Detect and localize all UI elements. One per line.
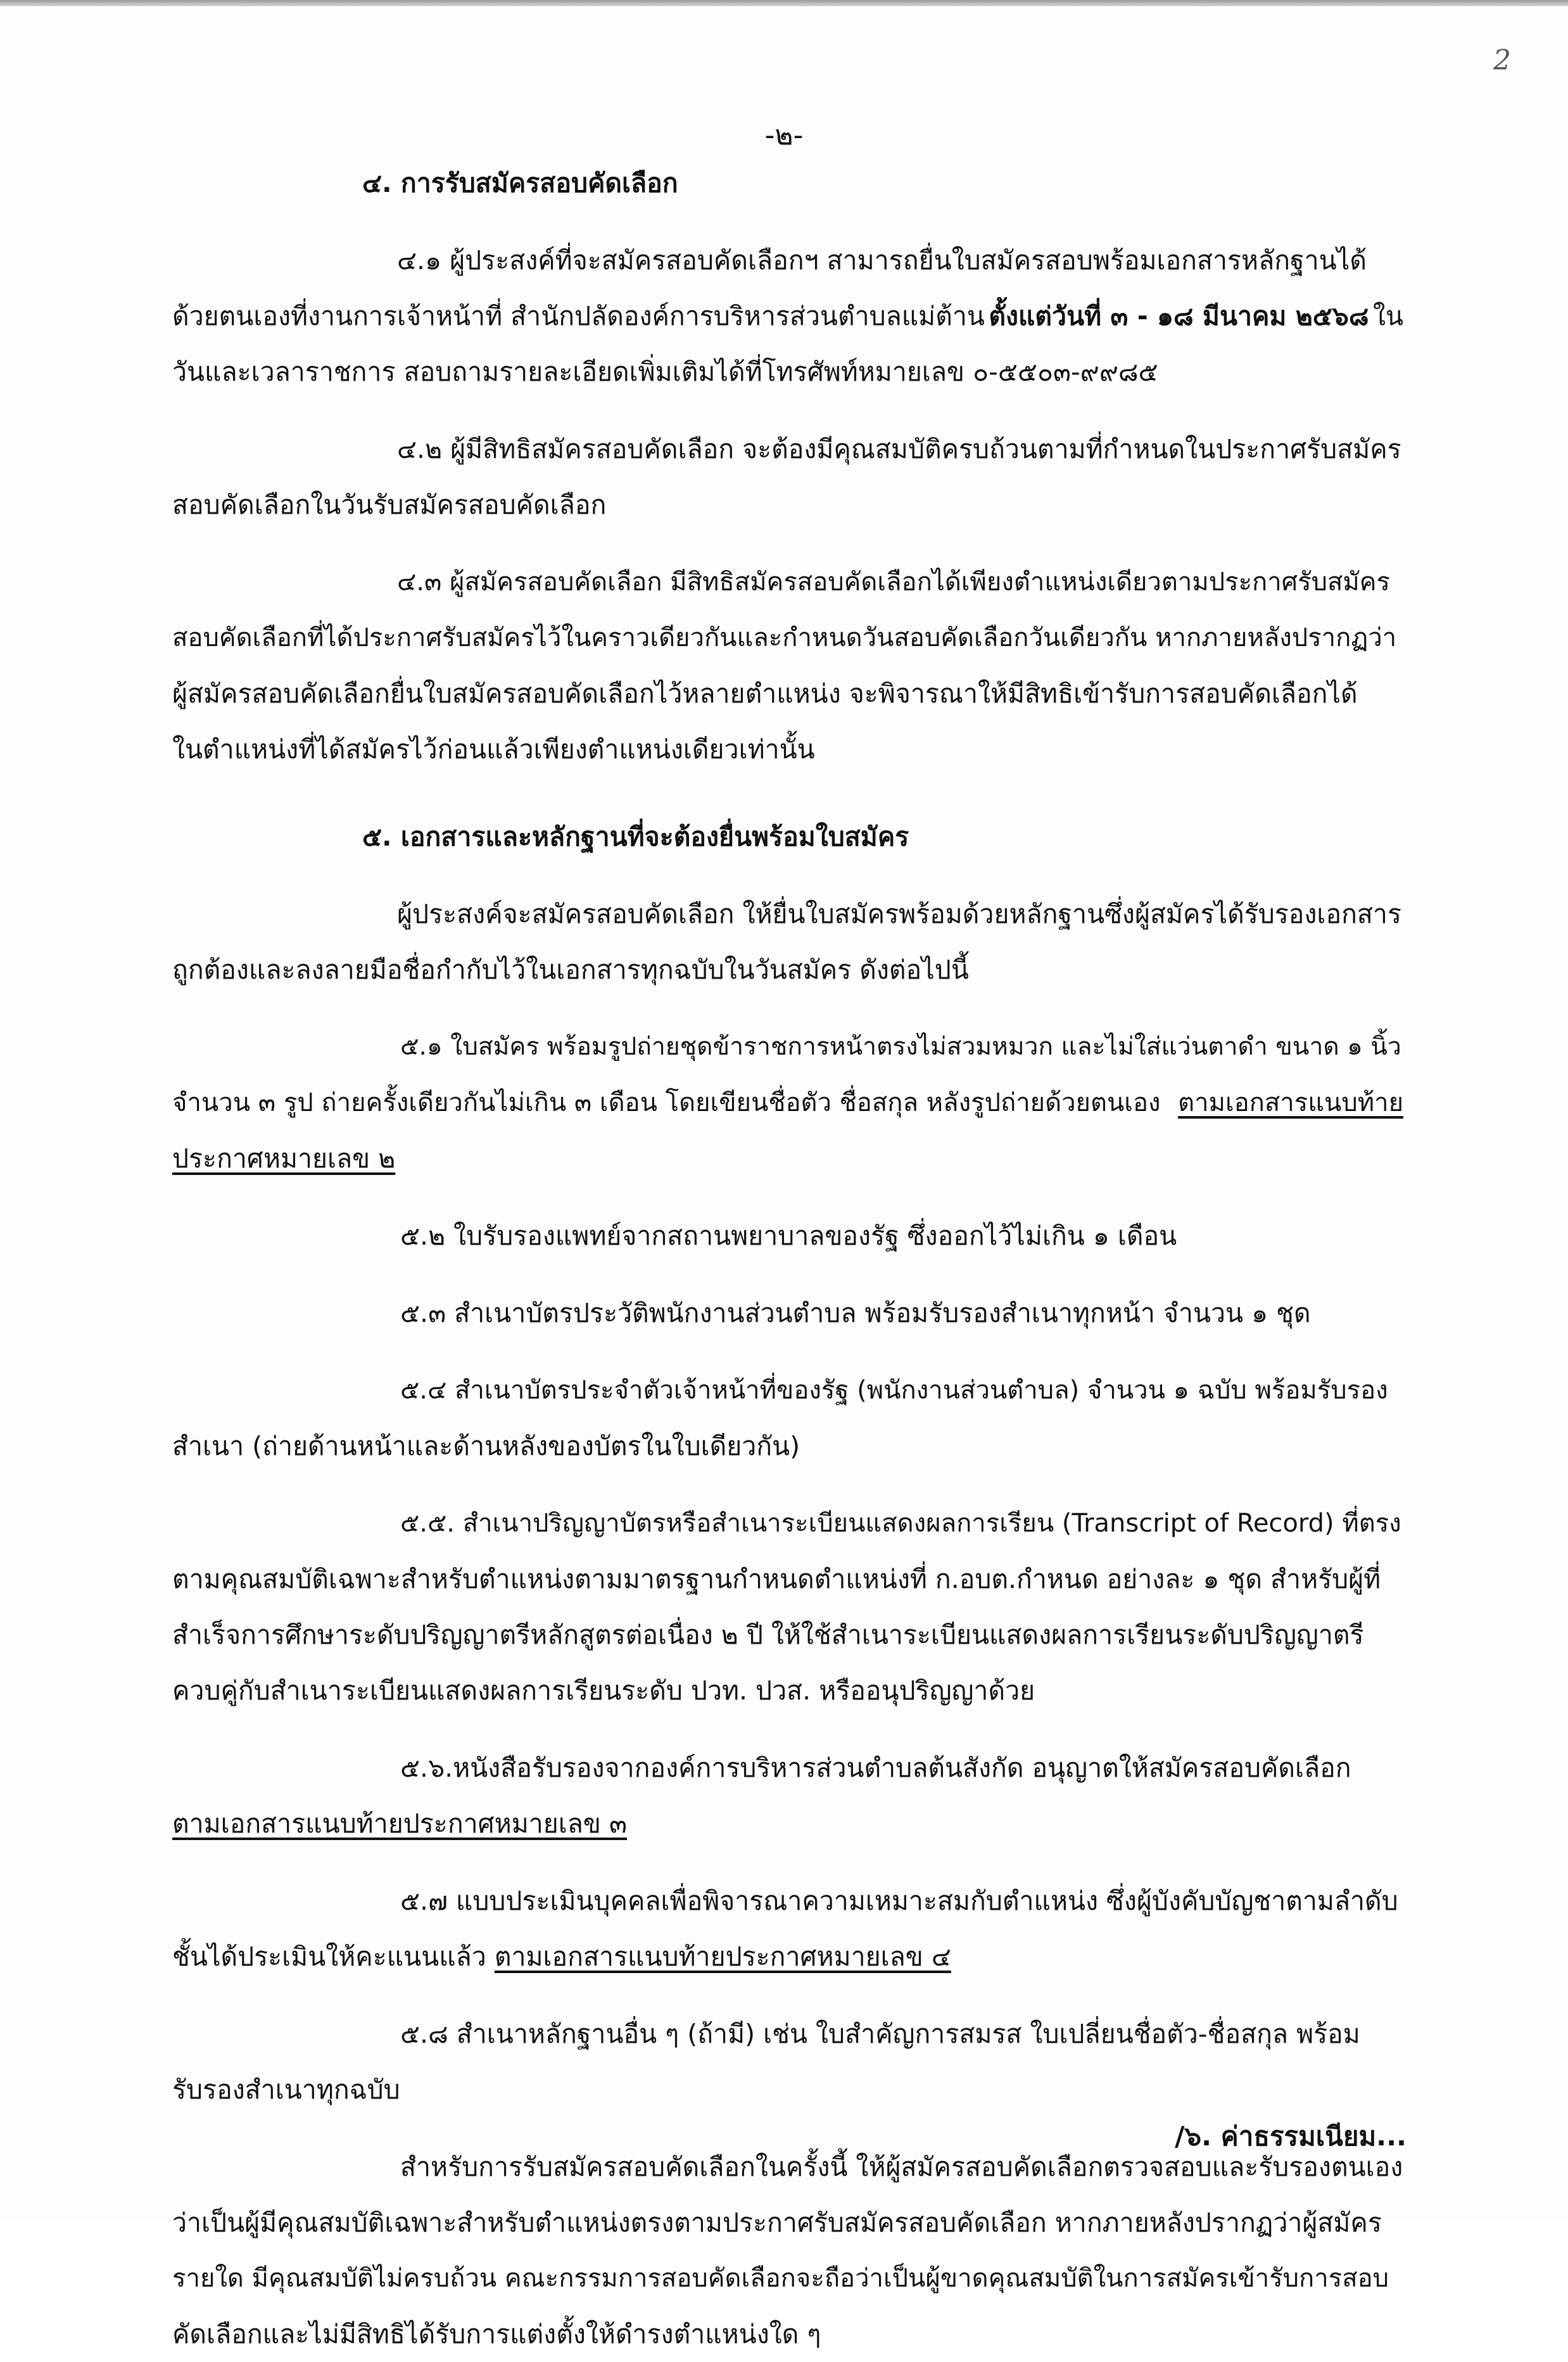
bold-date-range: ตั้งแต่วันที่ ๓ - ๑๘ มีนาคม ๒๕๖๘ <box>989 301 1369 331</box>
paragraph-line: ผู้สมัครสอบคัดเลือกยื่นใบสมัครสอบคัดเลือกไว้หลายตำแหน่ง จะพิจารณาให้มีสิทธิเข้ารับการสอบคัดเลือกได้ <box>172 678 1358 709</box>
paragraph-line: คัดเลือกและไม่มีสิทธิได้รับการแต่งตั้งให้ดำรงตำแหน่งใด ๆ <box>172 2319 821 2349</box>
paragraph-line: ตามคุณสมบัติเฉพาะสำหรับตำแหน่งตามมาตรฐานกำหนดตำแหน่งที่ ก.อบต.กำหนด อย่างละ ๑ ชุด สำหรับผู้ที่ <box>172 1564 1381 1594</box>
paragraph-line: ๕.๑ ใบสมัคร พร้อมรูปถ่ายชุดข้าราชการหน้าตรงไม่สวมหมวก และไม่ใส่แว่นตาดำ ขนาด ๑ นิ้ว <box>400 1032 1401 1061</box>
scan-edge <box>0 0 1568 6</box>
paragraph-line: สำเร็จการศึกษาระดับปริญญาตรีหลักสูตรต่อเนื่อง ๒ ปี ให้ใช้สำเนาระเบียนแสดงผลการเรียนระดับปริญญาตรี <box>172 1620 1364 1650</box>
underlined-reference: ตามเอกสารแนบท้ายประกาศหมายเลข ๔ <box>494 1941 951 1972</box>
paragraph-line: วันและเวลาราชการ สอบถามรายละเอียดเพิ่มเติมได้ที่โทรศัพท์หมายเลข ๐-๕๕๐๓-๙๙๘๕ <box>172 357 1158 387</box>
paragraph-line: ๕.๘ สำเนาหลักฐานอื่น ๆ (ถ้ามี) เช่น ใบสำคัญการสมรส ใบเปลี่ยนชื่อตัว-ชื่อสกุล พร้อม <box>400 2019 1360 2049</box>
paragraph-line: ในตำแหน่งที่ได้สมัครไว้ก่อนแล้วเพียงตำแหน่งเดียวเท่านั้น <box>172 734 815 765</box>
paragraph-line: ๕.๖.หนังสือรับรองจากองค์การบริหารส่วนตำบลต้นสังกัด อนุญาตให้สมัครสอบคัดเลือก <box>400 1753 1351 1783</box>
underlined-reference: ตามเอกสารแนบท้าย <box>1178 1088 1403 1117</box>
paragraph-line: ๕.๗ แบบประเมินบุคคลเพื่อพิจารณาความเหมาะสมกับตำแหน่ง ซึ่งผู้บังคับบัญชาตามลำดับ <box>400 1886 1398 1916</box>
continuation-note: /๖. ค่าธรรมเนียม... <box>1175 2121 1407 2152</box>
paragraph-line: รายใด มีคุณสมบัติไม่ครบถ้วน คณะกรรมการสอบคัดเลือกจะถือว่าเป็นผู้ขาดคุณสมบัติในการสมัครเข้ารับการสอบ <box>172 2264 1389 2293</box>
paragraph-line: สอบคัดเลือกในวันรับสมัครสอบคัดเลือก <box>172 490 607 520</box>
paragraph-line: ๕.๓ สำเนาบัตรประวัติพนักงานส่วนตำบล พร้อมรับรองสำเนาทุกหน้า จำนวน ๑ ชุด <box>400 1298 1311 1328</box>
paragraph-line: ๔.๑ ผู้ประสงค์ที่จะสมัครสอบคัดเลือกฯ สามารถยื่นใบสมัครสอบพร้อมเอกสารหลักฐานได้ <box>397 245 1367 276</box>
underlined-reference: ประกาศหมายเลข ๒ <box>172 1143 396 1174</box>
paragraph-line: ว่าเป็นผู้มีคุณสมบัติเฉพาะสำหรับตำแหน่งตรงตามประกาศรับสมัครสอบคัดเลือก หากภายหลังปรากฏว่าผู้สมัคร <box>172 2207 1382 2238</box>
paragraph-line: ถูกต้องและลงลายมือชื่อกำกับไว้ในเอกสารทุกฉบับในวันสมัคร ดังต่อไปนี้ <box>172 955 969 985</box>
section-heading: ๕. เอกสารและหลักฐานที่จะต้องยื่นพร้อมใบสมัคร <box>362 822 909 852</box>
paragraph-line <box>172 1075 1403 1131</box>
handwritten-page-mark: 2 <box>1493 44 1511 77</box>
text-segment: ด้วยตนเองที่งานการเจ้าหน้าที่ สำนักปลัดองค์การบริหารส่วนตำบลแม่ต้าน <box>172 301 985 331</box>
paragraph-line: ๕.๔ สำเนาบัตรประจำตัวเจ้าหน้าที่ของรัฐ (พนักงานส่วนตำบล) จำนวน ๑ ฉบับ พร้อมรับรอง <box>400 1376 1388 1405</box>
section-heading: ๔. การรับสมัครสอบคัดเลือก <box>362 168 678 198</box>
paragraph-line: ๕.๒ ใบรับรองแพทย์จากสถานพยาบาลของรัฐ ซึ่งออกไว้ไม่เกิน ๑ เดือน <box>400 1221 1177 1251</box>
paragraph-line: สำเนา (ถ่ายด้านหน้าและด้านหลังของบัตรในใบเดียวกัน) <box>172 1431 800 1461</box>
paragraph-line: ๔.๒ ผู้มีสิทธิสมัครสอบคัดเลือก จะต้องมีคุณสมบัติครบถ้วนตามที่กำหนดในประกาศรับสมัคร <box>397 434 1401 464</box>
underlined-reference: ตามเอกสารแนบท้ายประกาศหมายเลข ๓ <box>172 1808 628 1839</box>
document-body <box>172 155 1403 2362</box>
paragraph-line: ผู้ประสงค์จะสมัครสอบคัดเลือก ให้ยื่นใบสมัครพร้อมด้วยหลักฐานซึ่งผู้สมัครได้รับรองเอกสาร <box>397 899 1401 929</box>
paragraph-line <box>172 1131 1403 1186</box>
paragraph-line: ๔.๓ ผู้สมัครสอบคัดเลือก มีสิทธิสมัครสอบคัดเลือกได้เพียงตำแหน่งเดียวตามประกาศรับสมัคร <box>397 568 1391 597</box>
paragraph-line <box>172 1929 1403 1984</box>
page-number: -๒- <box>764 119 804 151</box>
paragraph-line <box>172 1796 1403 1851</box>
text-segment: จำนวน ๓ รูป ถ่ายครั้งเดียวกันไม่เกิน ๓ เดือน โดยเขียนชื่อตัว ชื่อสกุล หลังรูปถ่ายด้วยตนเอง <box>172 1088 1161 1117</box>
paragraph-line: ควบคู่กับสำเนาระเบียนแสดงผลการเรียนระดับ ปวท. ปวส. หรืออนุปริญญาด้วย <box>172 1675 1035 1706</box>
text-segment: ชั้นได้ประเมินให้คะแนนแล้ว <box>172 1941 486 1972</box>
paragraph-line <box>172 288 1403 344</box>
paragraph-line: สำหรับการรับสมัครสอบคัดเลือกในครั้งนี้ ให้ผู้สมัครสอบคัดเลือกตรวจสอบและรับรองตนเอง <box>400 2152 1403 2182</box>
paragraph-line: ๕.๕. สำเนาปริญญาบัตรหรือสำเนาระเบียนแสดงผลการเรียน (Transcript of Record) ที่ตรง <box>400 1509 1401 1538</box>
paragraph-line: รับรองสำเนาทุกฉบับ <box>172 2074 400 2105</box>
text-segment: ใน <box>1372 301 1403 331</box>
paragraph-line: สอบคัดเลือกที่ได้ประกาศรับสมัครไว้ในคราวเดียวกันและกำหนดวันสอบคัดเลือกวันเดียวกัน หากภายหลังปรากฏว่า <box>172 623 1397 652</box>
